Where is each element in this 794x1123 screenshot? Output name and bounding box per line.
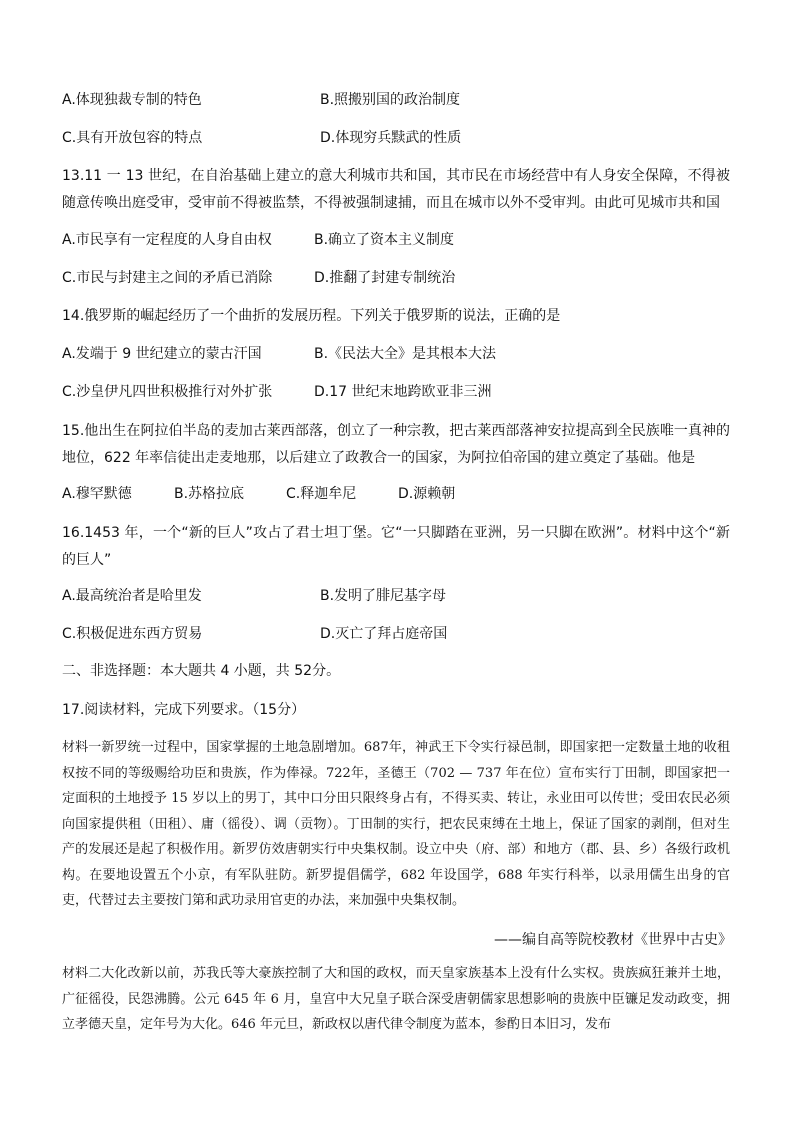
q12-option-a[interactable]: A.体现独裁专制的特色 — [62, 92, 202, 108]
q17-stem: 17.阅读材料，完成下列要求。（15分） — [62, 702, 306, 718]
q13-stem: 13.11 一 13 世纪，在自治基础上建立的意大利城市共和国，其市民在市场经营中有人身安全保障，不得被随意传唤出庭受审，受审前不得被监禁，不得被强制逮捕，而且在城市以外不受审判。由此可见城市共和国 — [62, 168, 730, 211]
section-heading: 二、非选择题：本大题共 4 小题，共 52分。 — [62, 663, 341, 679]
material-1-source: ——编自高等院校教材《世界中古史》 — [494, 932, 732, 948]
q16-options-row-1 — [62, 586, 447, 606]
q15-options-row — [62, 484, 722, 504]
q15-option-b[interactable]: B.苏格拉底 — [174, 486, 245, 502]
material-2: 材料二大化改新以前，苏我氏等大豪族控制了大和国的政权，而天皇家族基本上没有什么实权。贵族疯狂兼并土地，广征徭役，民怨沸腾。公元 645 年 6 月，皇宫中大兄皇子联合深受唐朝儒家思想影响的贵族中臣镰足发动政变，拥立孝德天皇，定年号为大化。646 年元旦，新政权以唐代律令制度为蓝本，参酌日本旧习，发布 — [62, 966, 730, 1032]
q14-option-b[interactable]: B.《民法大全》是其根本大法 — [314, 346, 497, 362]
q12-options-row-2 — [62, 128, 462, 148]
material-1: 材料一新罗统一过程中，国家掌握的土地急剧增加。687年，神武王下令实行禄邑制，即国家把一定数量土地的收租权按不同的等级赐给功臣和贵族，作为俸禄。722年，圣德王（702 — 737 年在位）宣布实行丁田制，即国家把一定面积的土地授予 15 岁以上的男丁，其中口分田只限终身占有，不得买卖、转让，永业田可以传世；受田农民必须向国家提供租（田租）、庸（徭役）、调（贡物）。丁田制的实行，把农民束缚在土地上，保证了国家的剥削，但对生产的发展还是起了积极作用。新罗仿效唐朝实行中央集权制。设立中央（府、部）和地方（郡、县、乡）各级行政机构。在要地设置五个小京，有军队驻防。新罗提倡儒学，682 年设国学，688 年实行科举，以录用儒生出身的官吏，代替过去主要按门第和武功录用官吏的办法，来加强中央集权制。 — [62, 740, 730, 908]
q16-option-a[interactable]: A.最高统治者是哈里发 — [62, 588, 202, 604]
q16-option-d[interactable]: D.灭亡了拜占庭帝国 — [320, 626, 448, 642]
q12-option-d[interactable]: D.体现穷兵黩武的性质 — [320, 130, 462, 146]
q16-options-row-2 — [62, 624, 448, 644]
q14-option-c[interactable]: C.沙皇伊凡四世积极推行对外扩张 — [62, 384, 273, 400]
q14-option-a[interactable]: A.发端于 9 世纪建立的蒙古汗国 — [62, 346, 262, 362]
q16-stem: 16.1453 年，一个“新的巨人”攻占了君士坦丁堡。它“一只脚踏在亚洲，另一只脚在欧洲”。材料中这个“新的巨人” — [62, 525, 730, 568]
q16-option-b[interactable]: B.发明了腓尼基字母 — [320, 588, 447, 604]
q14-stem: 14.俄罗斯的崛起经历了一个曲折的发展历程。下列关于俄罗斯的说法，正确的是 — [62, 308, 561, 324]
q14-options-row-2 — [62, 382, 492, 402]
q16-option-c[interactable]: C.积极促进东西方贸易 — [62, 626, 203, 642]
q13-option-d[interactable]: D.推翻了封建专制统治 — [314, 270, 456, 286]
q15-stem: 15.他出生在阿拉伯半岛的麦加古莱西部落，创立了一种宗教，把古莱西部落神安拉提高到全民族唯一真神的地位，622 年率信徒出走麦地那，以后建立了政教合一的国家，为阿拉伯帝国的建立奠定了基础。他是 — [62, 423, 730, 466]
q13-option-c[interactable]: C.市民与封建主之间的矛盾已消除 — [62, 270, 273, 286]
q12-option-b[interactable]: B.照搬别国的政治制度 — [320, 92, 461, 108]
q15-option-d[interactable]: D.源赖朝 — [398, 486, 456, 502]
q13-options-row-2 — [62, 268, 456, 288]
q12-option-c[interactable]: C.具有开放包容的特点 — [62, 130, 203, 146]
q15-option-c[interactable]: C.释迦牟尼 — [286, 486, 357, 502]
q12-options-row-1 — [62, 90, 461, 110]
q13-option-a[interactable]: A.市民享有一定程度的人身自由权 — [62, 232, 272, 248]
q13-option-b[interactable]: B.确立了资本主义制度 — [314, 232, 455, 248]
q15-option-a[interactable]: A.穆罕默德 — [62, 486, 132, 502]
q14-options-row-1 — [62, 344, 497, 364]
q13-options-row-1 — [62, 230, 455, 250]
q14-option-d[interactable]: D.17 世纪末地跨欧亚非三洲 — [314, 384, 492, 400]
